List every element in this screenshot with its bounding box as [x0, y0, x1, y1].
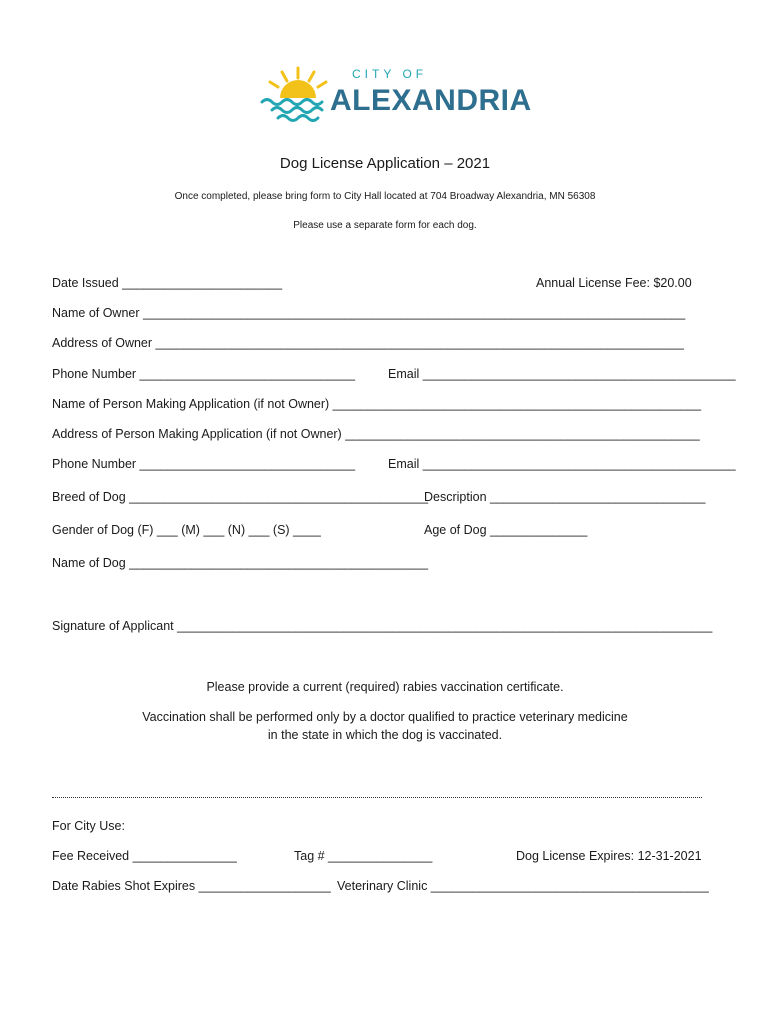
rabies-note: Please provide a current (required) rabies vaccination certificate. [206, 680, 564, 694]
dotted-divider [52, 797, 702, 798]
dog-name-field[interactable]: Name of Dog ___________________________________________ [52, 556, 429, 570]
applicant-phone-field[interactable]: Phone Number _______________________________ [52, 457, 356, 471]
logo-city-of: CITY OF [352, 67, 428, 81]
email-field[interactable]: Email _____________________________________________ [388, 367, 736, 381]
annual-license-fee: Annual License Fee: $20.00 [536, 276, 692, 290]
address-of-owner-field[interactable]: Address of Owner ____________________________________________________________________________ [52, 336, 684, 350]
vet-clinic-field[interactable]: Veterinary Clinic ________________________________________ [337, 879, 709, 893]
logo-alexandria: ALEXANDRIA [330, 84, 532, 117]
applicant-name-field[interactable]: Name of Person Making Application (if not Owner) _____________________________________________________ [52, 397, 702, 411]
date-issued-field[interactable]: Date Issued _______________________ [52, 276, 283, 290]
sun-waves-icon [258, 62, 338, 122]
vaccination-note-line1: Vaccination shall be performed only by a doctor qualified to practice veterinary medicine [142, 710, 628, 724]
fee-received-field[interactable]: Fee Received _______________ [52, 849, 237, 863]
age-field[interactable]: Age of Dog ______________ [424, 523, 588, 537]
gender-field[interactable]: Gender of Dog (F) ___ (M) ___ (N) ___ (S) ____ [52, 523, 321, 537]
city-use-heading: For City Use: [52, 819, 125, 833]
subtitle-separate-form: Please use a separate form for each dog. [293, 220, 477, 231]
subtitle-instructions: Once completed, please bring form to City Hall located at 704 Broadway Alexandria, MN 56308 [174, 191, 596, 202]
breed-field[interactable]: Breed of Dog ___________________________________________ [52, 490, 429, 504]
form-title: Dog License Application – 2021 [279, 155, 491, 172]
phone-number-field[interactable]: Phone Number _______________________________ [52, 367, 356, 381]
city-logo [258, 62, 532, 122]
signature-field[interactable]: Signature of Applicant _____________________________________________________________________________ [52, 619, 713, 633]
applicant-email-field[interactable]: Email _____________________________________________ [388, 457, 736, 471]
vaccination-note-line2: in the state in which the dog is vaccinated. [267, 728, 503, 742]
name-of-owner-field[interactable]: Name of Owner ______________________________________________________________________________ [52, 306, 686, 320]
applicant-address-field[interactable]: Address of Person Making Application (if not Owner) ___________________________________________________ [52, 427, 700, 441]
rabies-expires-field[interactable]: Date Rabies Shot Expires ___________________ [52, 879, 331, 893]
description-field[interactable]: Description _______________________________ [424, 490, 706, 504]
tag-field[interactable]: Tag # _______________ [294, 849, 433, 863]
license-expires: Dog License Expires: 12-31-2021 [516, 849, 702, 863]
